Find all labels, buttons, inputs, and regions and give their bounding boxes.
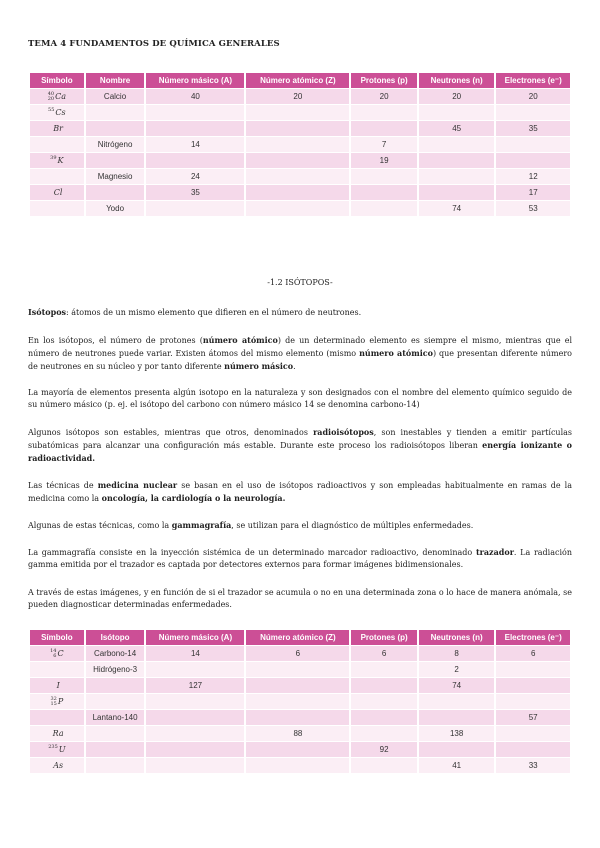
text: Algunos isótopos son estables, mientras que otros, denominados [28,428,314,437]
cell-Z [246,152,349,168]
mass-number: 32 [50,695,57,702]
col-header: Número másico (A) [146,630,244,645]
element-symbol [30,120,84,136]
cell-p [351,104,417,120]
cell-Z [246,200,349,216]
cell-Z [246,104,349,120]
cell-Z [246,693,349,709]
cell-p [351,693,417,709]
paragraph-8: A través de estas imágenes, y en función de si el trazador se acumula o no en una determinada zona o lo hace de manera anómala, se pueden diagnosticar determinadas enfermedades. [28,588,572,609]
cell-A [146,693,244,709]
cell-name [86,152,145,168]
mass-number: 14 [50,647,57,654]
cell-n [419,104,495,120]
cell-p: 92 [351,741,417,757]
mass-number: 39 [50,154,57,161]
cell-A [146,757,244,773]
elements-table [28,73,572,216]
table-row [30,725,570,741]
element-symbol [30,741,84,757]
table-header-row [30,630,570,645]
paragraph-7 [28,546,572,571]
cell-A [146,200,244,216]
bold-term: oncología, la cardiología o la neurología. [101,493,286,503]
cell-name [86,725,145,741]
col-header: Protones (p) [351,73,417,88]
paragraph-2 [28,334,572,373]
atomic-number [54,686,56,691]
cell-e: 20 [496,88,570,104]
cell-A: 24 [146,168,244,184]
table-row [30,709,570,725]
element-symbol [30,661,84,677]
atomic-number [51,193,53,198]
cell-n: 2 [419,661,494,677]
text: ) de un determinado elemento es siempre el mismo, mientras que el número de neutrones puede variar. Existen átomos del mismo elemento (mismo [28,336,573,358]
cell-p [351,677,417,693]
cell-n [419,152,495,168]
col-header: Protones (p) [351,630,417,645]
cell-p [351,120,417,136]
table-row [30,120,570,136]
isotope-notation [48,92,54,102]
text: , son inestables y tienden a emitir partículas subatómicas para alcanzar una configuración más estable. Durante este proceso los radioisótopos liberan [28,428,573,450]
cell-Z: 20 [246,88,349,104]
symbol-letters: Br [53,123,63,133]
page-title: TEMA 4 FUNDAMENTOS DE QUÍMICA GENERALES [28,39,280,49]
cell-A [146,120,244,136]
symbol-letters: Cl [53,187,63,197]
cell-name: Magnesio [86,168,145,184]
atomic-number: 15 [50,700,57,707]
symbol-letters: K [57,155,64,165]
text: Las técnicas de [28,481,98,490]
table-header-row [30,73,570,88]
text: . La radiación gamma emitida por el trazador es captada por detectores externos para formar imágenes bidimensionales. [28,548,573,569]
col-header: Símbolo [30,73,84,88]
cell-name [86,184,145,200]
table-row [30,184,570,200]
isotope-notation [48,108,54,118]
atomic-number [48,750,58,755]
cell-name: Lantano-140 [86,709,145,725]
symbol-letters: I [56,680,60,690]
paragraph-3: La mayoría de elementos presenta algún isotopo en la naturaleza y son designados con el nombre del elemento químico seguido de su número másico (p. ej. el isótopo del carbono con número másico 14 se denomina carbono-14) [28,388,572,409]
cell-Z [246,757,349,773]
text: , se utilizan para el diagnóstico de múltiples enfermedades. [231,521,474,530]
element-symbol [30,677,84,693]
table-row [30,757,570,773]
element-symbol [30,168,84,184]
cell-p: 7 [351,136,417,152]
text: . [293,362,296,371]
cell-p [351,757,417,773]
cell-e: 17 [496,184,570,200]
col-header: Neutrones (n) [419,73,495,88]
isotope-notation [48,745,58,755]
bold-term: número atómico [359,348,433,358]
bold-term: gammagrafía [171,520,232,530]
table-row [30,136,570,152]
cell-p: 6 [351,645,417,661]
cell-Z [246,741,349,757]
cell-e: 57 [496,709,570,725]
paragraph-4 [28,426,572,465]
table-row [30,693,570,709]
col-header: Símbolo [30,630,84,645]
cell-n: 45 [419,120,495,136]
element-symbol [30,152,84,168]
table-row [30,152,570,168]
element-symbol [30,645,84,661]
bold-term: trazador [475,547,514,557]
cell-A [146,709,244,725]
symbol-letters: Ca [55,91,66,101]
cell-Z [246,661,349,677]
element-symbol [30,725,84,741]
symbol-letters: Cs [55,107,66,117]
cell-p [351,168,417,184]
isotope-notation [50,649,56,659]
table-row [30,645,570,661]
element-symbol [30,184,84,200]
cell-p [351,200,417,216]
bold-term: radioisótopos [313,427,374,437]
cell-e: 53 [496,200,570,216]
cell-name: Carbono-14 [86,645,145,661]
cell-p [351,661,417,677]
cell-A [146,725,244,741]
isotope-notation [51,188,53,198]
isotope-notation [50,156,56,166]
isotope-notation [50,697,56,707]
bold-term: energía ionizante o radioactividad. [28,440,572,463]
col-header: Electrones (e⁻) [496,630,570,645]
paragraph-5 [28,479,572,505]
element-symbol [30,88,84,104]
bold-term: medicina nuclear [97,480,178,490]
element-symbol [30,136,84,152]
atomic-number [51,766,53,771]
atomic-number [48,113,54,118]
isotope-notation [50,729,52,739]
cell-A: 127 [146,677,244,693]
col-header: Neutrones (n) [419,630,494,645]
cell-p: 19 [351,152,417,168]
cell-e [496,677,570,693]
cell-Z [246,709,349,725]
cell-n [419,184,495,200]
atomic-number: 20 [47,95,55,102]
atomic-number [50,161,56,166]
cell-Z [246,184,349,200]
cell-e [496,104,570,120]
cell-A [146,152,244,168]
cell-name: Nitrógeno [86,136,145,152]
cell-name: Calcio [86,88,145,104]
element-symbol [30,693,84,709]
cell-A: 14 [146,136,244,152]
cell-e: 6 [496,645,570,661]
isotopes-table [28,630,572,773]
cell-name [86,693,145,709]
text: Algunas de estas técnicas, como la [28,521,172,530]
cell-name [86,120,145,136]
symbol-letters: As [53,760,64,770]
mass-number: 235 [48,743,58,750]
cell-n: 138 [419,725,494,741]
cell-n: 8 [419,645,494,661]
text: ) que presentan diferente número de neutrones en su núcleo y por tanto diferente [28,349,572,371]
table-row [30,661,570,677]
bold-term: número atómico [202,335,278,345]
cell-Z: 88 [246,725,349,741]
atomic-number [50,734,52,739]
text: se basan en el uso de isótopos radioactivos y son empleadas habitualmente en ramas de la medicina como la [28,481,572,503]
table-row [30,677,570,693]
text: En los isótopos, el número de protones ( [28,336,203,345]
cell-n: 20 [419,88,495,104]
col-header: Nombre [86,73,145,88]
atomic-number: 6 [53,652,57,659]
cell-p: 20 [351,88,417,104]
cell-n: 74 [419,677,494,693]
cell-name [86,741,145,757]
element-symbol [30,709,84,725]
cell-e: 35 [496,120,570,136]
cell-A: 14 [146,645,244,661]
cell-name [86,104,145,120]
cell-e: 12 [496,168,570,184]
table-row [30,88,570,104]
cell-n [419,168,495,184]
cell-A [146,661,244,677]
cell-e [496,725,570,741]
symbol-letters: C [57,648,64,658]
cell-Z [246,168,349,184]
col-header: Electrones (e⁻) [496,73,570,88]
cell-Z: 6 [246,645,349,661]
cell-Z [246,677,349,693]
cell-Z [246,120,349,136]
cell-A: 40 [146,88,244,104]
cell-e [496,152,570,168]
col-header: Número atómico (Z) [246,73,349,88]
cell-p [351,709,417,725]
cell-name: Hidrógeno-3 [86,661,145,677]
text: : átomos de un mismo elemento que difieren en el número de neutrones. [66,308,362,317]
cell-e [496,661,570,677]
cell-A [146,741,244,757]
cell-p [351,184,417,200]
isotope-notation [54,681,56,691]
table-row [30,200,570,216]
table-row [30,104,570,120]
col-header: Isótopo [86,630,145,645]
section-heading: -1.2 ISÓTOPOS- [267,278,333,287]
symbol-letters: U [58,744,66,754]
symbol-letters: Ra [52,728,64,738]
cell-name: Yodo [86,200,145,216]
cell-n: 41 [419,757,494,773]
cell-name [86,677,145,693]
bold-term: número másico [224,361,294,371]
bold-term: Isótopos [28,307,67,317]
col-header: Número másico (A) [146,73,244,88]
cell-p [351,725,417,741]
paragraph-isotopos [28,306,572,319]
cell-e [496,741,570,757]
mass-number: 40 [47,90,55,97]
cell-e: 33 [496,757,570,773]
cell-e [496,693,570,709]
mass-number: 55 [48,106,55,113]
element-symbol [30,200,84,216]
cell-A [146,104,244,120]
table-row [30,741,570,757]
cell-n [419,709,494,725]
cell-n [419,741,494,757]
text: La gammagrafía consiste en la inyección sistémica de un determinado marcador radioactivo, denominado [28,548,476,557]
cell-e [496,136,570,152]
element-symbol [30,104,84,120]
paragraph-6 [28,519,572,532]
isotope-notation [51,761,53,771]
symbol-letters: P [57,696,64,706]
col-header: Número atómico (Z) [246,630,349,645]
cell-Z [246,136,349,152]
cell-A: 35 [146,184,244,200]
cell-n [419,136,495,152]
cell-n: 74 [419,200,495,216]
cell-n [419,693,494,709]
table-row [30,168,570,184]
element-symbol [30,757,84,773]
cell-name [86,757,145,773]
